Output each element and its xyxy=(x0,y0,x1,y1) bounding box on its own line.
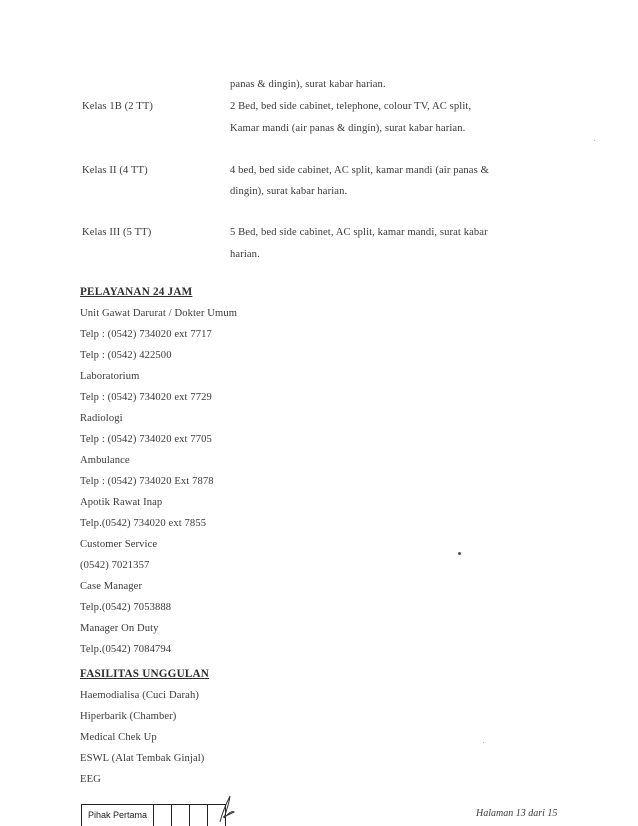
service-line: Apotik Rawat Inap xyxy=(80,497,163,508)
initials-box xyxy=(81,804,226,826)
service-line: Telp.(0542) 734020 ext 7855 xyxy=(80,518,207,529)
initials-cell xyxy=(190,805,208,826)
room-description-line: 2 Bed, bed side cabinet, telephone, colour TV, AC split, xyxy=(230,101,472,112)
facility-line: Medical Chek Up xyxy=(80,732,157,743)
facility-line: ESWL (Alat Tembak Ginjal) xyxy=(80,753,205,764)
service-line: Unit Gawat Darurat / Dokter Umum xyxy=(80,308,238,319)
service-line: Case Manager xyxy=(80,581,143,592)
service-line: Telp : (0542) 734020 ext 7717 xyxy=(80,329,212,340)
service-line: (0542) 7021357 xyxy=(80,560,150,571)
facility-line: EEG xyxy=(80,774,101,785)
service-line: Laboratorium xyxy=(80,371,140,382)
service-line: Telp.(0542) 7084794 xyxy=(80,644,172,655)
page-number: Halaman 13 dari 15 xyxy=(476,808,558,819)
service-line: Telp : (0542) 422500 xyxy=(80,350,172,361)
room-class-label: Kelas 1B (2 TT) xyxy=(82,101,154,112)
service-line: Telp : (0542) 734020 Ext 7878 xyxy=(80,476,214,487)
room-description-line: panas & dingin), surat kabar harian. xyxy=(230,79,386,90)
room-description-line: 4 bed, bed side cabinet, AC split, kamar mandi (air panas & xyxy=(230,165,489,176)
facility-line: Hiperbarik (Chamber) xyxy=(80,711,177,722)
service-line: Radiologi xyxy=(80,413,123,424)
service-line: Telp : (0542) 734020 ext 7705 xyxy=(80,434,212,445)
room-class-label: Kelas III (5 TT) xyxy=(82,227,152,238)
service-line: Telp : (0542) 734020 ext 7729 xyxy=(80,392,212,403)
room-description-line: 5 Bed, bed side cabinet, AC split, kamar mandi, surat kabar xyxy=(230,227,488,238)
initials-cell xyxy=(172,805,190,826)
signature-mark xyxy=(214,792,244,826)
service-line: Customer Service xyxy=(80,539,158,550)
service-line: Manager On Duty xyxy=(80,623,159,634)
section-heading: PELAYANAN 24 JAM xyxy=(80,286,193,298)
section-heading: FASILITAS UNGGULAN xyxy=(80,668,210,680)
room-description-line: Kamar mandi (air panas & dingin), surat kabar harian. xyxy=(230,123,466,134)
room-description-line: dingin), surat kabar harian. xyxy=(230,186,348,197)
scan-speck xyxy=(458,552,461,555)
room-description-line: harian. xyxy=(230,249,260,260)
room-class-label: Kelas II (4 TT) xyxy=(82,165,148,176)
service-line: Ambulance xyxy=(80,455,130,466)
initials-label: Pihak Pertama xyxy=(82,805,154,826)
scan-speck xyxy=(594,140,595,141)
facility-line: Haemodialisa (Cuci Darah) xyxy=(80,690,199,701)
service-line: Telp.(0542) 7053888 xyxy=(80,602,172,613)
scan-speck xyxy=(483,742,484,743)
initials-cell xyxy=(154,805,172,826)
